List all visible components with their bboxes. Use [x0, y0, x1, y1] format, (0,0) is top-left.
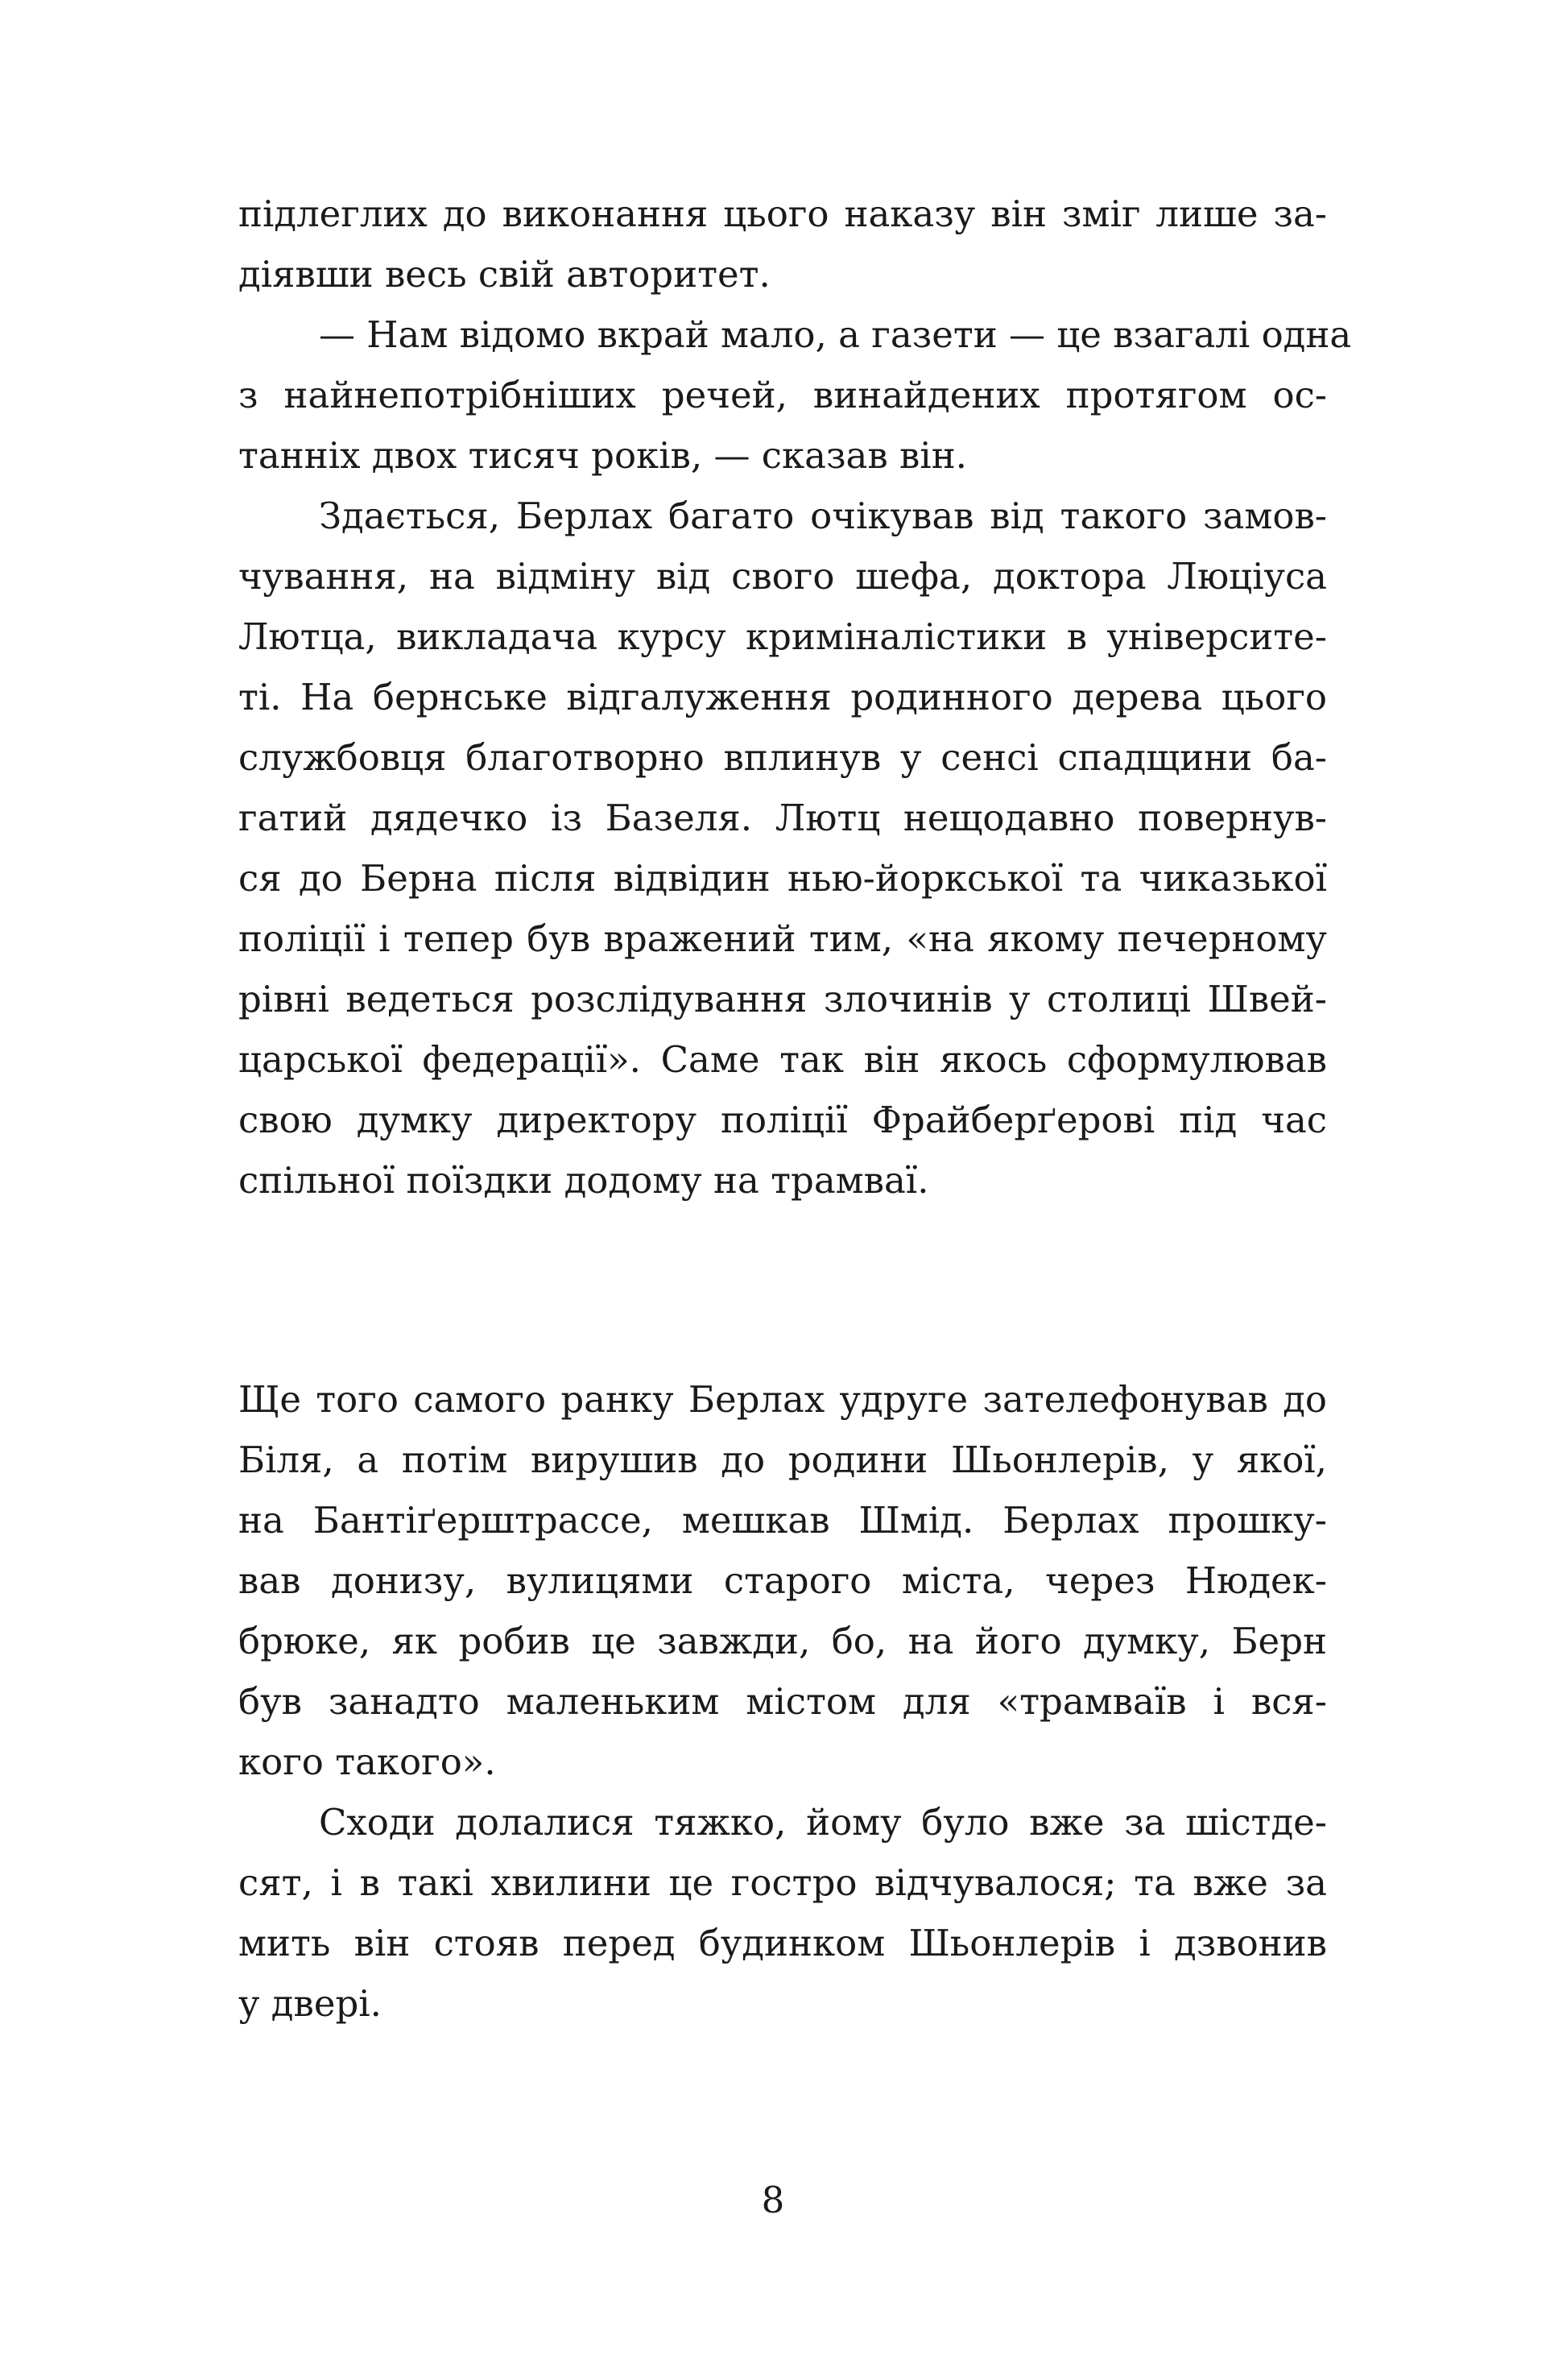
- text-line: на Бантіґерштрассе, мешкав Шмід. Берлах прошку-: [238, 1499, 1327, 1542]
- text-line: був занадто маленьким містом для «трамваїв і вся-: [238, 1680, 1327, 1723]
- text-line: свою думку директору поліції Фрайберґерові під час: [238, 1099, 1327, 1141]
- text-line: мить він стояв перед будинком Шьонлерів і дзвонив: [238, 1922, 1327, 1964]
- text-line: брюке, як робив це завжди, бо, на його думку, Берн: [238, 1620, 1327, 1662]
- text-line: Лютца, викладача курсу криміналістики в університе-: [238, 615, 1327, 658]
- text-line: чування, на відміну від свого шефа, доктора Люціуса: [238, 555, 1327, 598]
- text-line: ся до Берна після відвідин нью-йоркської та чиказької: [238, 857, 1327, 900]
- text-line: поліції і тепер був вражений тим, «на якому печерному: [238, 917, 1327, 960]
- text-block-bottom: [238, 1369, 1327, 2034]
- text-line: сят, і в такі хвилини це гостро відчувалося; та вже за: [238, 1861, 1327, 1904]
- text-line: ті. На бернське відгалуження родинного дерева цього: [238, 676, 1327, 718]
- text-line: кого такого».: [238, 1741, 496, 1783]
- text-line: Сходи долалися тяжко, йому було вже за шістде-: [319, 1801, 1327, 1844]
- text-block-top: [238, 184, 1352, 1211]
- text-line: рівні ведеться розслідування злочинів у столиці Швей-: [238, 978, 1327, 1020]
- text-line: вав донизу, вулицями старого міста, через Нюдек-: [238, 1559, 1327, 1602]
- text-line: Здається, Берлах багато очікував від такого замов-: [319, 495, 1327, 537]
- text-line: з найнепотрібніших речей, винайдених протягом ос-: [238, 374, 1327, 416]
- text-line: царської федерації». Саме так він якось сформулював: [238, 1038, 1327, 1081]
- text-line: спільної поїздки додому на трамваї.: [238, 1159, 929, 1202]
- text-line: службовця благотворно вплинув у сенсі спадщини ба-: [238, 736, 1327, 779]
- text-line: діявши весь свій авторитет.: [238, 253, 771, 296]
- text-line: Біля, а потім вирушив до родини Шьонлерів, у якої,: [238, 1438, 1327, 1481]
- text-line: у двері.: [238, 1982, 382, 2025]
- page-number: 8: [761, 2179, 785, 2221]
- text-line: гатий дядечко із Базеля. Лютц нещодавно повернув-: [238, 797, 1327, 839]
- text-line: підлеглих до виконання цього наказу він зміг лише за-: [238, 192, 1327, 235]
- text-line: Ще того самого ранку Берлах удруге зателефонував до: [238, 1378, 1327, 1421]
- text-line: — Нам відомо вкрай мало, а газети — це взагалі одна: [319, 313, 1352, 356]
- text-line: танніх двох тисяч років, — сказав він.: [238, 434, 967, 477]
